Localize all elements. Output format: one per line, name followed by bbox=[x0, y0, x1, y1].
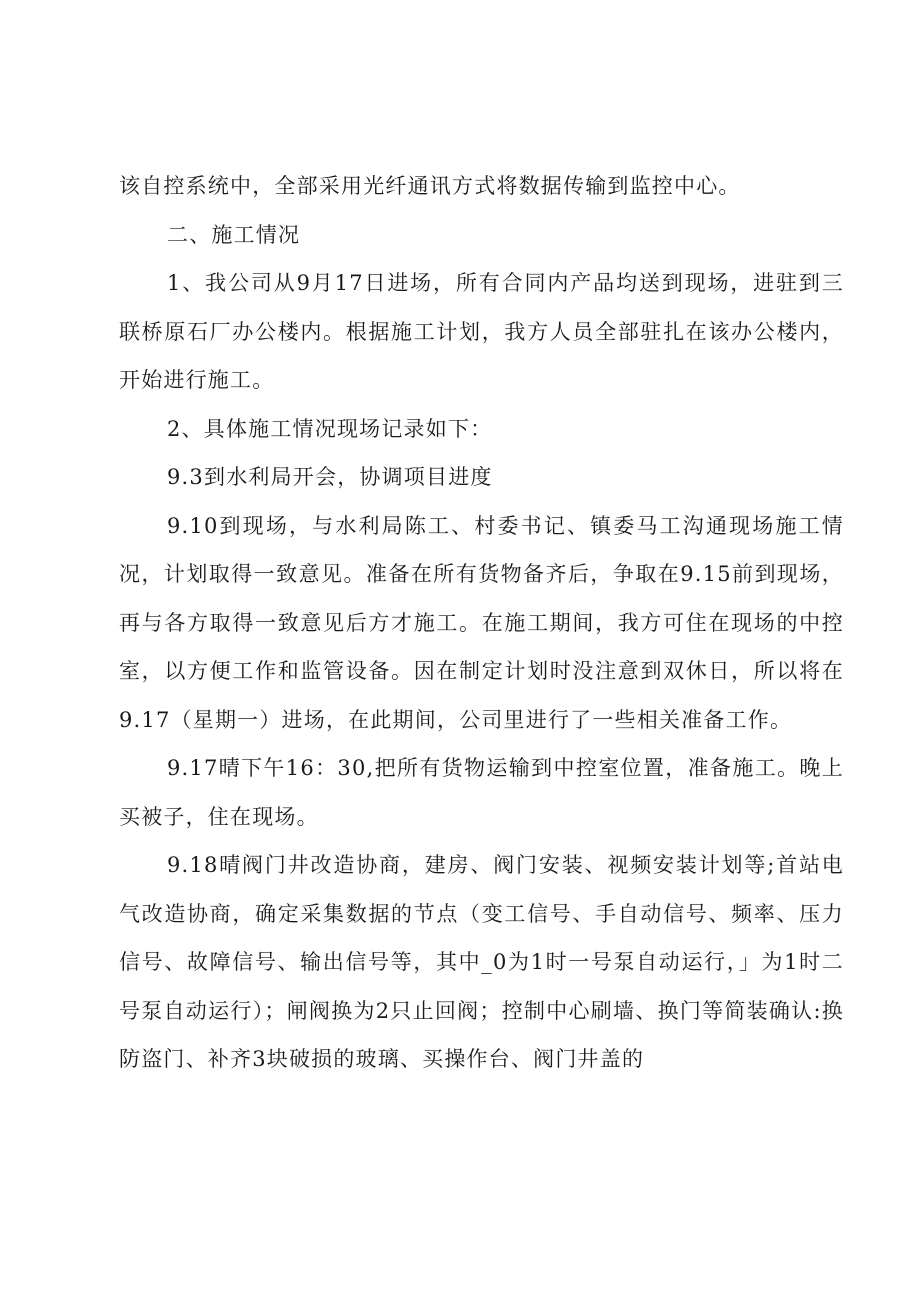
log-entry-9-10: 9.10到现场，与水利局陈工、村委书记、镇委马工沟通现场施工情况，计划取得一致意见。准备在所有货物备齐后，争取在9.15前到现场，再与各方取得一致意见后方才施工。在施工期间，我方可住在现场的中控室，以方便工作和监管设备。因在制定计划时没注意到双休日，所以将在9.17（星期一）进场，在此期间，公司里进行了一些相关准备工作。 bbox=[119, 513, 844, 732]
log-entry-9-18: 9.18晴阀门井改造协商，建房、阀门安装、视频安装计划等;首站电气改造协商，确定采集数据的节点（变工信号、手自动信号、频率、压力信号、故障信号、输出信号等，其中_0为1时一号泵自动运行，」为1时二号泵自动运行）；闸阀换为2只止回阀；控制中心刷墙、换门等简装确认:换防盗门、补齐3块破损的玻璃、买操作台、阀门井盖的 bbox=[119, 853, 844, 1071]
paragraph-2: 1、我公司从9月17日进场，所有合同内产品均送到现场，进驻到三联桥原石厂办公楼内。根据施工计划，我方人员全部驻扎在该办公楼内，开始进行施工。 bbox=[119, 271, 844, 392]
log-entry-9-17: 9.17晴下午16：30,把所有货物运输到中控室位置，准备施工。晚上买被子，住在现场。 bbox=[119, 756, 844, 829]
log-entry-9-3: 9.3到水利局开会，协调项目进度 bbox=[167, 465, 493, 489]
document-body bbox=[119, 162, 844, 1084]
paragraph-3: 2、具体施工情况现场记录如下： bbox=[167, 416, 493, 441]
section-heading: 二、施工情况 bbox=[167, 222, 301, 247]
paragraph-1: 该自控系统中，全部采用光纤通讯方式将数据传输到监控中心。 bbox=[119, 174, 741, 198]
